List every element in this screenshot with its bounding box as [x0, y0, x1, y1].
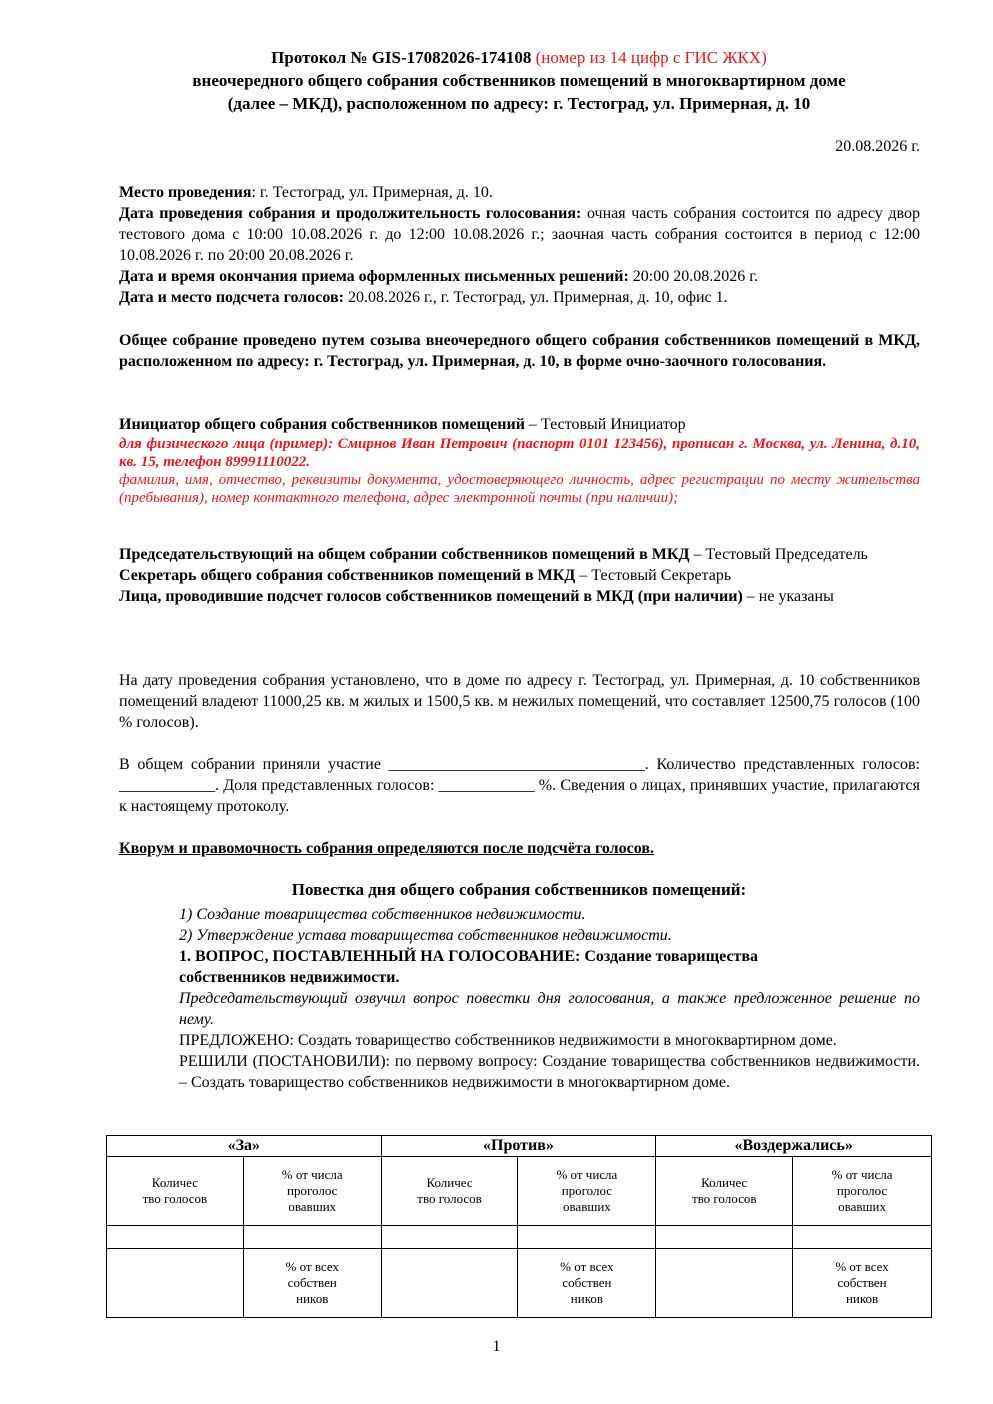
agenda-section: [179, 904, 920, 1093]
table-row: [107, 1157, 932, 1226]
votes-table: [106, 1135, 932, 1318]
protocol-subtitle-2: (далее – МКД), расположенном по адресу: г. Тестоград, ул. Примерная, д. 10: [227, 94, 811, 113]
pct-voted-header: % от числа проголос овавших: [518, 1157, 656, 1226]
pct-voted-header: % от числа проголос овавших: [243, 1157, 381, 1226]
pct-voted-header: % от числа проголос овавших: [793, 1157, 932, 1226]
meeting-details: [119, 182, 920, 308]
table-cell: [381, 1249, 518, 1318]
col-for-header: «За»: [107, 1136, 382, 1157]
question-1-decided: РЕШИЛИ (ПОСТАНОВИЛИ): по первому вопросу: Создание товарищества собственников недвижимости. – Создать товарищество собственников недвижимости в многоквартирном доме.: [179, 1053, 920, 1091]
protocol-number: Протокол № GIS-17082026-174108: [271, 48, 532, 67]
table-row: [107, 1136, 932, 1157]
table-cell: [107, 1226, 244, 1249]
pct-all-header: % от всех собствен ников: [793, 1249, 932, 1318]
end-line: Дата и время окончания приема оформленных письменных решений: 20:00 20.08.2026 г.: [119, 268, 758, 285]
protocol-title: [110, 47, 928, 69]
page-number: 1: [492, 1338, 501, 1355]
count-line: Дата и место подсчета голосов: 20.08.2026 г., г. Тестоград, ул. Примерная, д. 10, офис 1.: [119, 289, 728, 306]
question-1-chair-note: Председательствующий озвучил вопрос повестки дня голосования, а также предложенное решение по нему.: [179, 990, 920, 1028]
initiator-hint: фамилия, имя, отчество, реквизиты документа, удостоверяющего личность, адрес регистрации по месту жительства (пребывания), номер контактного телефона, адрес электронной почты (при наличии);: [119, 472, 920, 506]
protocol-date: 20.08.2026 г.: [835, 138, 920, 155]
table-cell: [656, 1249, 793, 1318]
question-1-heading: 1. ВОПРОС, ПОСТАВЛЕННЫЙ НА ГОЛОСОВАНИЕ: Создание товарищества собственников недвижимости.: [179, 948, 759, 986]
table-cell: [518, 1226, 656, 1249]
table-row: [107, 1226, 932, 1249]
count-header: Количес тво голосов: [381, 1157, 518, 1226]
ownership-paragraph: На дату проведения собрания установлено, что в доме по адресу г. Тестоград, ул. Примерная, д. 10 собственников помещений владеют 11000,25 кв. м жилых и 1500,5 кв. м нежилых помещений, что составляет 12500,75 голосов (100 % голосов).: [119, 672, 920, 731]
agenda-title: Повестка дня общего собрания собственников помещений:: [291, 880, 747, 899]
form-statement: Общее собрание проведено путем созыва внеочередного общего собрания собственников помещений в МКД, расположенном по адресу: г. Тестоград, ул. Примерная, д. 10, в форме очно-заочного голосования.: [119, 332, 920, 370]
officials-block: [119, 544, 920, 607]
pct-all-header: % от всех собствен ников: [243, 1249, 381, 1318]
initiator-block: [119, 414, 920, 507]
secretary-line: Секретарь общего собрания собственников помещений в МКД – Тестовый Секретарь: [119, 567, 732, 584]
table-cell: [381, 1226, 518, 1249]
question-1-proposed: ПРЕДЛОЖЕНО: Создать товарищество собственников недвижимости в многоквартирном доме.: [179, 1032, 837, 1049]
duration-line: Дата проведения собрания и продолжительность голосования: очная часть собрания состоится по адресу двор тестового дома с 10:00 10.08.2026 г. до 12:00 10.08.2026 г.; заочная часть собрания состоится в период с 12:00 10.08.2026 г. по 20:00 20.08.2026 г.: [119, 205, 920, 264]
table-cell: [243, 1226, 381, 1249]
pct-all-header: % от всех собствен ников: [518, 1249, 656, 1318]
table-cell: [793, 1226, 932, 1249]
agenda-item: 1) Создание товарищества собственников недвижимости.: [179, 906, 586, 923]
protocol-subtitle-1: внеочередного общего собрания собственников помещений в многоквартирном доме: [192, 71, 846, 90]
count-header: Количес тво голосов: [656, 1157, 793, 1226]
quorum-note: Кворум и правомочность собрания определяются после подсчёта голосов.: [119, 840, 654, 857]
counters-line: Лица, проводившие подсчет голосов собственников помещений в МКД (при наличии) – не указаны: [119, 588, 834, 605]
protocol-number-note: (номер из 14 цифр с ГИС ЖКХ): [531, 48, 767, 67]
participation-paragraph: В общем собрании приняли участие ________________________________. Количество представленных голосов: ____________. Доля представленных голосов: ____________ %. Сведения о лицах, принявших участие, прилагаются к настоящему протоколу.: [119, 756, 920, 815]
table-cell: [656, 1226, 793, 1249]
col-abstain-header: «Воздержались»: [656, 1136, 932, 1157]
initiator-line: Инициатор общего собрания собственников помещений – Тестовый Инициатор: [119, 416, 686, 433]
table-cell: [107, 1249, 244, 1318]
col-against-header: «Против»: [381, 1136, 656, 1157]
count-header: Количес тво голосов: [107, 1157, 244, 1226]
table-row: [107, 1249, 932, 1318]
place-line: Место проведения: г. Тестоград, ул. Примерная, д. 10.: [119, 184, 493, 201]
chair-line: Председательствующий на общем собрании собственников помещений в МКД – Тестовый Председатель: [119, 546, 868, 563]
initiator-example: для физического лица (пример): Смирнов Иван Петрович (паспорт 0101 123456), прописан г. Москва, ул. Ленина, д.10, кв. 15, телефон 89991110022.: [119, 436, 920, 470]
agenda-item: 2) Утверждение устава товарищества собственников недвижимости.: [179, 927, 672, 944]
